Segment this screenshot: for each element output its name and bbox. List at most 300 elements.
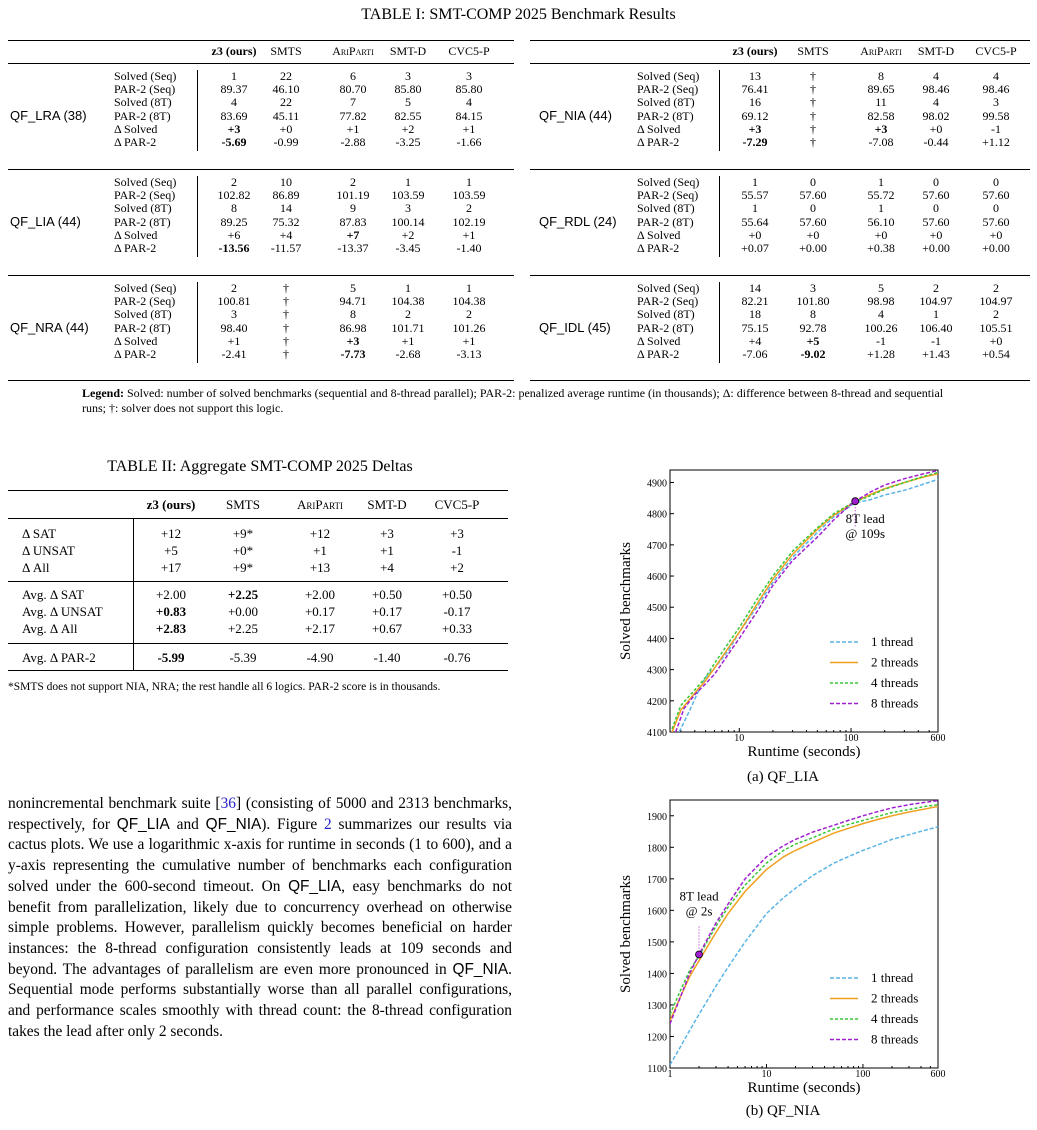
row-label: PAR-2 (Seq): [114, 294, 176, 309]
table-cell: -1: [991, 121, 1001, 136]
column-header-ariparti: AriParti: [296, 497, 344, 512]
table-cell: 2: [231, 175, 237, 189]
y-tick-label: 1800: [647, 843, 667, 855]
table-cell: 46.10: [272, 82, 300, 97]
table-cell: 57.60: [982, 214, 1010, 229]
legend-label: 1 thread: [871, 970, 914, 985]
row-label: PAR-2 (8T): [114, 320, 171, 335]
table-cell: +0.07: [741, 241, 769, 255]
row-label: Δ Solved: [114, 227, 158, 242]
table-cell: †: [283, 347, 289, 361]
x-axis-label: Runtime (seconds): [747, 1080, 861, 1096]
table-cell: +0.17: [304, 604, 336, 619]
body-text-5: summarizes our results via cactus plots. We use a logarithmic x-axis for runtime in seconds (1 to 600), and a y-axis representing the cumulative number of benchmarks each configuration solved under the 600-second timeout. On: [8, 815, 513, 895]
table-cell: 100.26: [864, 320, 898, 335]
table-cell: 0: [993, 201, 999, 216]
table-cell: 0: [810, 201, 816, 216]
table-cell: 2: [993, 307, 999, 322]
table-cell: 100.81: [217, 294, 251, 309]
table-rule-group: [8, 275, 514, 276]
row-label: Δ All: [22, 560, 50, 575]
table-cell: †: [810, 69, 816, 83]
table2-rule-top: [8, 490, 508, 491]
x-axis-label: Runtime (seconds): [747, 744, 861, 760]
table-vrule: [719, 282, 720, 363]
table1-legend: [82, 386, 962, 416]
column-header-smt-d: SMT-D: [367, 497, 407, 512]
table-cell: 4: [933, 95, 939, 110]
y-tick-label: 1900: [647, 811, 667, 823]
table-cell: †: [810, 82, 816, 97]
row-label: Δ UNSAT: [22, 543, 75, 558]
row-label: Solved (8T): [637, 201, 695, 216]
table-cell: 89.25: [220, 214, 248, 229]
table-cell: -7.73: [340, 347, 366, 361]
row-label: Solved (Seq): [114, 69, 177, 83]
table-cell: 1: [405, 175, 411, 189]
table-cell: 82.55: [394, 108, 422, 123]
lead-point-marker: [696, 951, 703, 958]
table-cell: 98.40: [220, 320, 248, 335]
legend-text: Solved: number of solved benchmarks (sequential and 8-thread parallel); PAR-2: penalized average runtime (in thousands); Δ: difference between 8-thread and sequential runs; †: solver does not support this logic.: [82, 386, 944, 415]
row-label: PAR-2 (8T): [637, 214, 694, 229]
table-cell: +2.25: [227, 621, 259, 636]
logic-name: QF_LIA: [116, 815, 170, 833]
column-header-ariparti: AriParti: [332, 44, 374, 58]
table-cell: +0.33: [441, 621, 473, 636]
group-name-qf-rdl-24: QF_RDL (24): [539, 214, 617, 229]
table-cell: +0.00: [982, 241, 1010, 255]
table-cell: +1: [313, 543, 327, 558]
y-tick-label: 1700: [647, 874, 667, 886]
row-label: Δ PAR-2: [114, 135, 157, 149]
table-cell: 85.80: [455, 82, 483, 97]
table-cell: 4: [933, 69, 939, 83]
column-header-cvc5-p: CVC5-P: [434, 497, 480, 512]
table-cell: +0: [989, 227, 1003, 242]
table-cell: +2.83: [155, 621, 187, 636]
table-cell: +3: [346, 333, 360, 348]
row-label: Solved (Seq): [114, 281, 177, 295]
table-cell: 101.19: [336, 188, 370, 203]
table-cell: 104.97: [919, 294, 953, 309]
table-cell: 98.46: [922, 82, 950, 97]
legend-label: 8 threads: [871, 1031, 919, 1047]
body-text-4: ). Figure: [261, 815, 325, 833]
table-cell: 55.57: [741, 188, 769, 203]
body-text-6: , easy benchmarks do not benefit from parallelization, likely due to concurrency overhead on otherwise simple problems. However, parallelism quickly becomes beneficial on harder instances: the 8-thread configuration consistently leads at 109 seconds and beyond. The advantages of parallelism are even more pronounced in: [8, 877, 512, 978]
table-cell: -1.40: [373, 650, 401, 665]
table-cell: 45.11: [272, 108, 300, 123]
table-cell: †: [810, 95, 816, 110]
group-name-qf-lra-38: QF_LRA (38): [10, 108, 87, 123]
y-tick-label: 4600: [647, 572, 667, 584]
table-cell: -1: [931, 333, 941, 348]
row-label: Δ SAT: [22, 526, 57, 541]
table-rule-bottom: [8, 380, 514, 381]
x-tick-label: 10: [734, 733, 745, 744]
table-cell: 3: [466, 69, 472, 83]
table-cell: +0.38: [867, 241, 895, 255]
row-label: Solved (8T): [637, 307, 695, 322]
table-cell: 4: [231, 95, 237, 110]
table-cell: +3: [450, 526, 464, 541]
table-cell: 8: [350, 307, 356, 322]
group-name-qf-lia-44: QF_LIA (44): [10, 214, 81, 229]
table-cell: 5: [405, 95, 411, 110]
table-cell: 57.60: [799, 214, 827, 229]
table-cell: 1: [466, 281, 472, 295]
row-label: Solved (Seq): [637, 281, 700, 295]
series-line-2-threads: [672, 474, 938, 732]
legend-label: 8 threads: [871, 695, 919, 711]
table-cell: -5.69: [221, 135, 247, 149]
table-cell: 3: [405, 201, 411, 216]
body-text-1: nonincremental benchmark suite [: [8, 795, 221, 812]
table-cell: 2: [933, 281, 939, 295]
table-cell: -11.57: [270, 241, 302, 255]
table-cell: 2: [466, 201, 472, 216]
table-cell: -0.76: [443, 650, 471, 665]
series-line-1-thread: [679, 479, 938, 732]
table-vrule: [719, 176, 720, 257]
logic-name: QF_NIA: [205, 815, 262, 833]
table-cell: +3: [874, 121, 888, 136]
y-tick-label: 4300: [647, 665, 667, 677]
table-cell: +9*: [232, 560, 254, 575]
legend-label: 1 thread: [871, 634, 914, 649]
y-tick-label: 4200: [647, 696, 667, 708]
table-cell: +12: [309, 526, 331, 541]
table-cell: +0.50: [441, 587, 473, 602]
table-cell: 2: [405, 307, 411, 322]
plot-frame: [670, 470, 938, 732]
legend-label: 4 threads: [871, 675, 919, 690]
table-cell: †: [810, 135, 816, 149]
x-tick-label: 100: [843, 733, 859, 744]
table-cell: 86.98: [339, 320, 367, 335]
table-cell: +5: [164, 543, 178, 558]
body-text-7: . Sequential mode performs substantially worse than all parallel configurations, and performance scales smoothly with thread count: the 8-thread configuration takes the lead after only 2 seconds.: [8, 960, 512, 1040]
table-cell: 57.60: [922, 188, 950, 203]
row-label: Solved (8T): [114, 201, 172, 216]
row-label: Solved (8T): [114, 95, 172, 110]
chart-a-caption: (a) QF_LIA: [746, 769, 820, 785]
row-label: Δ PAR-2: [637, 241, 680, 255]
table-cell: +1: [346, 121, 360, 136]
table-cell: +4: [380, 560, 394, 575]
table-cell: +4: [279, 227, 293, 242]
table-cell: +1: [462, 333, 476, 348]
table-cell: -1: [876, 333, 886, 348]
table-cell: 0: [933, 175, 939, 189]
body-text-2: ] (consisting of 5000 and 2313 benchmarks, respectively, for: [8, 795, 512, 833]
table-cell: -4.90: [306, 650, 334, 665]
table-cell: +0*: [232, 543, 254, 558]
lead-point-marker: [852, 498, 859, 505]
table-cell: 2: [231, 281, 237, 295]
figure-link-2[interactable]: 2: [324, 815, 332, 833]
logic-name: QF_LIA: [288, 877, 342, 895]
table2-vrule: [133, 518, 134, 670]
table-cell: +0.50: [371, 587, 403, 602]
citation-link-36[interactable]: 36: [220, 795, 236, 812]
table-cell: -13.37: [337, 241, 369, 255]
table-cell: +0: [929, 227, 943, 242]
series-line-4-threads: [672, 473, 938, 729]
table-cell: †: [283, 294, 289, 309]
row-label: Avg. Δ PAR-2: [22, 650, 96, 665]
table-rule-bottom: [530, 380, 1030, 381]
table-cell: 14: [749, 281, 761, 295]
column-header-z3-ours: z3 (ours): [211, 44, 257, 58]
table-cell: 1: [752, 201, 758, 216]
table-cell: +2: [450, 560, 464, 575]
table-vrule: [719, 70, 720, 151]
table-cell: -2.68: [395, 347, 421, 361]
y-axis-label: Solved benchmarks: [618, 542, 634, 660]
table-cell: 104.38: [452, 294, 486, 309]
row-label: Solved (8T): [637, 95, 695, 110]
table-cell: 1: [878, 175, 884, 189]
table-cell: 75.32: [272, 214, 300, 229]
y-tick-label: 1300: [647, 1000, 667, 1012]
annotation-text: @ 109s: [845, 526, 886, 542]
x-tick-label: 600: [930, 1069, 946, 1080]
table-cell: -5.99: [157, 650, 185, 665]
table-cell: -1.40: [456, 241, 482, 255]
table-cell: +5: [806, 333, 820, 348]
table-cell: 0: [993, 175, 999, 189]
row-label: Δ PAR-2: [637, 347, 680, 361]
legend-label: 4 threads: [871, 1011, 919, 1026]
table1-title: TABLE I: SMT-COMP 2025 Benchmark Results: [361, 6, 676, 23]
row-label: Solved (Seq): [114, 175, 177, 189]
logic-name: QF_NIA: [452, 960, 509, 978]
table-cell: -5.39: [229, 650, 257, 665]
legend-label: Legend:: [82, 386, 124, 400]
table2-rule-header: [8, 518, 508, 519]
table-cell: -7.06: [742, 347, 768, 361]
table-cell: +13: [309, 560, 331, 575]
table-cell: +0.00: [227, 604, 259, 619]
table-cell: 82.58: [867, 108, 895, 123]
legend-label: 2 threads: [871, 654, 919, 670]
table-cell: 3: [231, 307, 237, 322]
y-tick-label: 1400: [647, 969, 667, 981]
row-label: PAR-2 (Seq): [114, 188, 176, 203]
table-cell: +0: [748, 227, 762, 242]
row-label: Solved (Seq): [637, 175, 700, 189]
table-cell: †: [283, 281, 289, 295]
note-smts: SMTS: [13, 681, 44, 693]
table-vrule: [197, 70, 198, 151]
table-rule-header: [8, 63, 514, 64]
table-cell: 92.78: [799, 320, 827, 335]
column-header-z3-ours: z3 (ours): [732, 44, 778, 58]
table-cell: +3: [227, 121, 241, 136]
body-paragraph: [8, 794, 512, 1042]
table-rule-group: [530, 169, 1030, 170]
x-tick-label: 100: [855, 1069, 871, 1080]
table-cell: +0.67: [371, 621, 403, 636]
note-text: does not support NIA, NRA; the rest handle all 6 logics. PAR-2 score is in thousands.: [43, 681, 441, 693]
column-header-smts: SMTS: [797, 44, 829, 58]
table-cell: 75.15: [741, 320, 769, 335]
table-cell: 100.14: [391, 214, 425, 229]
table-cell: 8: [810, 307, 816, 322]
table-cell: 105.51: [979, 320, 1013, 335]
row-label: Solved (Seq): [637, 69, 700, 83]
table-cell: 18: [749, 307, 761, 322]
table-cell: 5: [350, 281, 356, 295]
table2-rule-bottom: [8, 670, 508, 671]
table-cell: 103.59: [391, 188, 425, 203]
table2-rule-mid: [8, 581, 508, 582]
table-cell: 4: [466, 95, 472, 110]
chart-b-caption: (b) QF_NIA: [745, 1103, 821, 1119]
table-cell: 8: [878, 69, 884, 83]
table-vrule: [197, 282, 198, 363]
row-label: Solved (8T): [114, 307, 172, 322]
table-cell: +1.43: [922, 347, 950, 361]
table-rule-header: [530, 63, 1030, 64]
table2-title: TABLE II: Aggregate SMT-COMP 2025 Deltas: [107, 458, 413, 475]
table-cell: †: [810, 121, 816, 136]
table-rule-top: [8, 40, 514, 41]
y-tick-label: 4500: [647, 603, 667, 615]
table-cell: 16: [749, 95, 761, 110]
table-cell: 5: [878, 281, 884, 295]
annotation-text: 8T lead: [679, 888, 719, 904]
table-rule-group: [530, 275, 1030, 276]
row-label: PAR-2 (Seq): [114, 82, 176, 97]
table-cell: 14: [280, 201, 292, 216]
table-cell: +0: [989, 333, 1003, 348]
table-cell: -7.08: [868, 135, 894, 149]
table-cell: -9.02: [800, 347, 826, 361]
table-cell: +3: [748, 121, 762, 136]
table-cell: 7: [350, 95, 356, 110]
table-cell: 1: [405, 281, 411, 295]
table-cell: +12: [160, 526, 182, 541]
table-cell: +4: [748, 333, 762, 348]
table-cell: 103.59: [452, 188, 486, 203]
table-cell: +0.00: [799, 241, 827, 255]
table-cell: 89.37: [220, 82, 248, 97]
table-cell: 9: [350, 201, 356, 216]
table-cell: 85.80: [394, 82, 422, 97]
table-cell: 0: [933, 201, 939, 216]
table-cell: 57.60: [922, 214, 950, 229]
table-cell: +0: [929, 121, 943, 136]
legend-label: 2 threads: [871, 990, 919, 1006]
series-line-1-thread: [670, 827, 938, 1065]
column-header-z3-ours: z3 (ours): [146, 497, 196, 512]
table-cell: -0.44: [923, 135, 949, 149]
table-cell: 1: [752, 175, 758, 189]
table-vrule: [197, 176, 198, 257]
y-tick-label: 1200: [647, 1032, 667, 1044]
table-cell: 94.71: [339, 294, 367, 309]
table-cell: 69.12: [741, 108, 769, 123]
row-label: PAR-2 (8T): [637, 108, 694, 123]
row-label: PAR-2 (8T): [637, 320, 694, 335]
table-cell: 4: [878, 307, 884, 322]
table-rule-group: [8, 169, 514, 170]
table-cell: -2.41: [221, 347, 247, 361]
row-label: Avg. Δ UNSAT: [22, 604, 103, 619]
table-cell: 2: [993, 281, 999, 295]
table-cell: +2.00: [304, 587, 336, 602]
column-header-cvc5-p: CVC5-P: [975, 44, 1017, 58]
table-cell: 104.38: [391, 294, 425, 309]
table-cell: +1: [401, 333, 415, 348]
table-cell: 22: [280, 95, 292, 110]
table-cell: +2: [401, 227, 415, 242]
table-cell: 86.89: [272, 188, 300, 203]
table-cell: +7: [346, 227, 360, 242]
table-cell: †: [283, 320, 289, 335]
column-header-ariparti: AriParti: [860, 44, 902, 58]
table-cell: 104.97: [979, 294, 1013, 309]
table-cell: †: [283, 333, 289, 348]
annotation-text: @ 2s: [685, 903, 713, 919]
table-cell: +0: [806, 227, 820, 242]
table-cell: +1.28: [867, 347, 895, 361]
y-tick-label: 4400: [647, 634, 667, 646]
chart-qf-lia: [618, 462, 948, 762]
table-cell: -3.25: [395, 135, 421, 149]
table-cell: 98.98: [867, 294, 895, 309]
y-tick-label: 4100: [647, 728, 667, 739]
table-cell: 89.65: [867, 82, 895, 97]
table-cell: 82.21: [741, 294, 769, 309]
table-cell: 102.82: [217, 188, 251, 203]
table-cell: +6: [227, 227, 241, 242]
table-cell: 101.80: [796, 294, 830, 309]
table-cell: +1: [462, 227, 476, 242]
y-tick-label: 4900: [647, 478, 667, 490]
row-label: Δ Solved: [114, 333, 158, 348]
table-cell: +1.12: [982, 135, 1010, 149]
y-tick-label: 4700: [647, 540, 667, 552]
row-label: PAR-2 (Seq): [637, 82, 699, 97]
table-cell: 87.83: [339, 214, 367, 229]
row-label: Avg. Δ All: [22, 621, 78, 636]
table-cell: 0: [810, 175, 816, 189]
table-cell: +1: [227, 333, 241, 348]
table-cell: 1: [231, 69, 237, 83]
table-cell: +9*: [232, 526, 254, 541]
body-text-3: and: [169, 815, 206, 833]
table-cell: †: [810, 108, 816, 123]
table-cell: 98.46: [982, 82, 1010, 97]
table-cell: †: [283, 307, 289, 322]
column-header-smt-d: SMT-D: [917, 44, 955, 58]
table-cell: -1.66: [456, 135, 482, 149]
table-cell: -13.56: [218, 241, 250, 255]
y-tick-label: 1100: [647, 1064, 667, 1075]
y-tick-label: 1600: [647, 906, 667, 918]
table-cell: 3: [405, 69, 411, 83]
table-cell: +0.54: [982, 347, 1010, 361]
table-cell: 4: [993, 69, 999, 83]
row-label: Δ Solved: [637, 333, 681, 348]
row-label: Δ Solved: [637, 227, 681, 242]
table-cell: 3: [993, 95, 999, 110]
chart-qf-nia: [618, 792, 948, 1100]
